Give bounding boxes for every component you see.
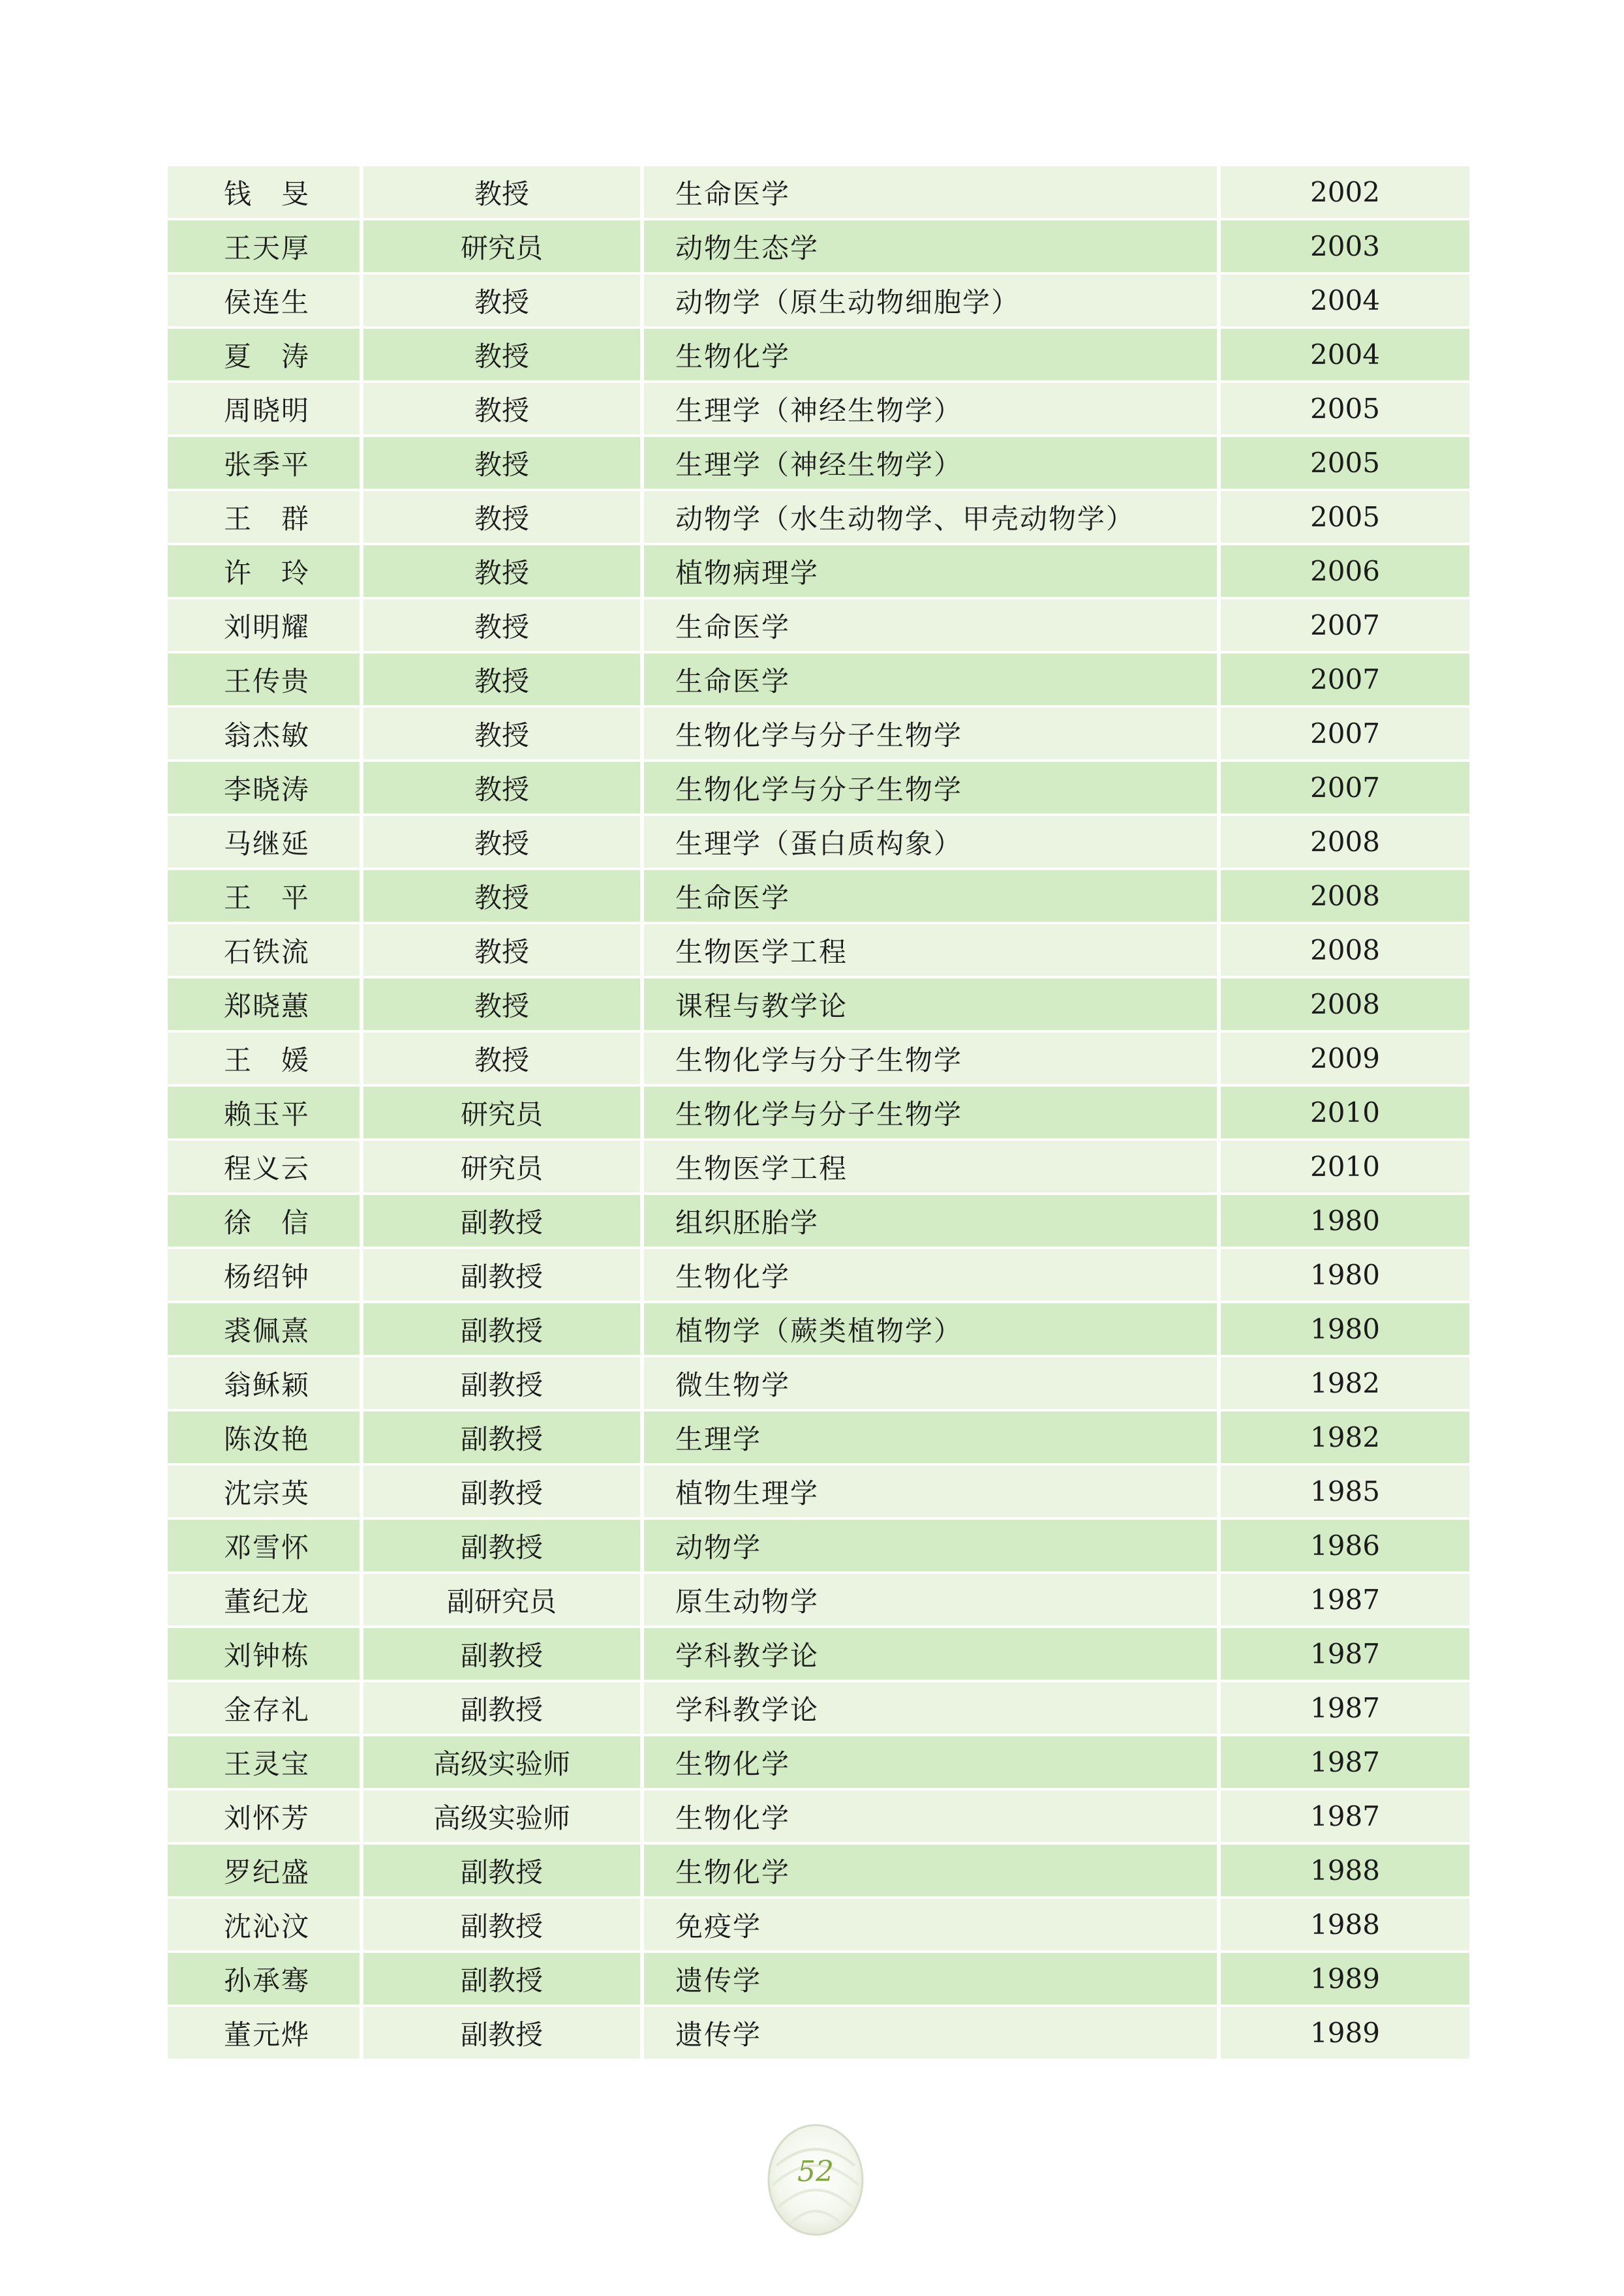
title-cell: 副教授 (363, 1303, 644, 1357)
year-cell: 1987 (1221, 1736, 1469, 1790)
table-row (168, 1303, 1469, 1357)
year-cell: 1987 (1221, 1682, 1469, 1736)
table-row (168, 1357, 1469, 1412)
year-cell: 1987 (1221, 1574, 1469, 1628)
field-cell: 生物化学与分子生物学 (644, 1033, 1221, 1087)
year-cell: 1980 (1221, 1249, 1469, 1303)
field-cell: 植物生理学 (644, 1466, 1221, 1520)
title-cell: 教授 (363, 275, 644, 329)
table-row (168, 1087, 1469, 1141)
title-cell: 研究员 (363, 220, 644, 275)
title-cell: 副教授 (363, 1357, 644, 1412)
title-cell: 副教授 (363, 1682, 644, 1736)
name-cell: 夏 涛 (168, 329, 363, 383)
year-cell: 2010 (1221, 1087, 1469, 1141)
title-cell: 教授 (363, 166, 644, 220)
faculty-table-body (168, 166, 1469, 2061)
field-cell: 生物化学与分子生物学 (644, 708, 1221, 762)
table-row (168, 1520, 1469, 1574)
table-row (168, 545, 1469, 599)
field-cell: 遗传学 (644, 2007, 1221, 2061)
field-cell: 生理学（神经生物学） (644, 383, 1221, 437)
title-cell: 副教授 (363, 1520, 644, 1574)
year-cell: 1989 (1221, 1953, 1469, 2007)
title-cell: 副教授 (363, 1412, 644, 1466)
title-cell: 教授 (363, 383, 644, 437)
name-cell: 郑晓蕙 (168, 978, 363, 1033)
name-cell: 刘钟栋 (168, 1628, 363, 1682)
title-cell: 教授 (363, 1033, 644, 1087)
table-row (168, 491, 1469, 545)
title-cell: 副教授 (363, 1953, 644, 2007)
name-cell: 王 群 (168, 491, 363, 545)
name-cell: 李晓涛 (168, 762, 363, 816)
table-row (168, 220, 1469, 275)
table-row (168, 437, 1469, 491)
field-cell: 生理学（神经生物学） (644, 437, 1221, 491)
field-cell: 植物病理学 (644, 545, 1221, 599)
table-row (168, 1845, 1469, 1899)
name-cell: 董纪龙 (168, 1574, 363, 1628)
table-row (168, 275, 1469, 329)
field-cell: 动物学（水生动物学、甲壳动物学） (644, 491, 1221, 545)
field-cell: 生理学（蛋白质构象） (644, 816, 1221, 870)
year-cell: 2005 (1221, 383, 1469, 437)
table-row (168, 1953, 1469, 2007)
field-cell: 植物学（蕨类植物学） (644, 1303, 1221, 1357)
year-cell: 1980 (1221, 1303, 1469, 1357)
title-cell: 教授 (363, 870, 644, 924)
year-cell: 2005 (1221, 491, 1469, 545)
year-cell: 1989 (1221, 2007, 1469, 2061)
title-cell: 教授 (363, 762, 644, 816)
field-cell: 原生动物学 (644, 1574, 1221, 1628)
table-row (168, 2007, 1469, 2061)
field-cell: 组织胚胎学 (644, 1195, 1221, 1249)
year-cell: 2009 (1221, 1033, 1469, 1087)
field-cell: 生命医学 (644, 654, 1221, 708)
table-row (168, 978, 1469, 1033)
name-cell: 钱 旻 (168, 166, 363, 220)
year-cell: 1988 (1221, 1899, 1469, 1953)
year-cell: 2008 (1221, 870, 1469, 924)
table-row (168, 1141, 1469, 1195)
field-cell: 遗传学 (644, 1953, 1221, 2007)
year-cell: 1982 (1221, 1412, 1469, 1466)
title-cell: 高级实验师 (363, 1736, 644, 1790)
name-cell: 邓雪怀 (168, 1520, 363, 1574)
year-cell: 2004 (1221, 275, 1469, 329)
year-cell: 1980 (1221, 1195, 1469, 1249)
table-row (168, 654, 1469, 708)
title-cell: 研究员 (363, 1087, 644, 1141)
title-cell: 副教授 (363, 1249, 644, 1303)
title-cell: 教授 (363, 816, 644, 870)
field-cell: 生命医学 (644, 166, 1221, 220)
table-row (168, 1574, 1469, 1628)
name-cell: 徐 信 (168, 1195, 363, 1249)
name-cell: 罗纪盛 (168, 1845, 363, 1899)
name-cell: 程义云 (168, 1141, 363, 1195)
table-row (168, 1736, 1469, 1790)
field-cell: 学科教学论 (644, 1682, 1221, 1736)
field-cell: 生物化学与分子生物学 (644, 1087, 1221, 1141)
year-cell: 1985 (1221, 1466, 1469, 1520)
table-row (168, 708, 1469, 762)
title-cell: 教授 (363, 924, 644, 978)
title-cell: 教授 (363, 491, 644, 545)
name-cell: 裘佩熹 (168, 1303, 363, 1357)
year-cell: 2006 (1221, 545, 1469, 599)
name-cell: 王天厚 (168, 220, 363, 275)
field-cell: 动物生态学 (644, 220, 1221, 275)
title-cell: 教授 (363, 978, 644, 1033)
name-cell: 陈汝艳 (168, 1412, 363, 1466)
year-cell: 2004 (1221, 329, 1469, 383)
table-row (168, 1466, 1469, 1520)
title-cell: 教授 (363, 437, 644, 491)
table-row (168, 329, 1469, 383)
title-cell: 教授 (363, 654, 644, 708)
name-cell: 赖玉平 (168, 1087, 363, 1141)
field-cell: 生物化学与分子生物学 (644, 762, 1221, 816)
field-cell: 生命医学 (644, 599, 1221, 654)
name-cell: 杨绍钟 (168, 1249, 363, 1303)
title-cell: 副研究员 (363, 1574, 644, 1628)
year-cell: 2008 (1221, 816, 1469, 870)
year-cell: 2003 (1221, 220, 1469, 275)
name-cell: 王 平 (168, 870, 363, 924)
name-cell: 金存礼 (168, 1682, 363, 1736)
year-cell: 2008 (1221, 924, 1469, 978)
name-cell: 刘明耀 (168, 599, 363, 654)
table-row (168, 1790, 1469, 1845)
name-cell: 翁杰敏 (168, 708, 363, 762)
table-row (168, 762, 1469, 816)
year-cell: 2007 (1221, 599, 1469, 654)
year-cell: 2005 (1221, 437, 1469, 491)
name-cell: 沈沁汶 (168, 1899, 363, 1953)
title-cell: 副教授 (363, 1466, 644, 1520)
name-cell: 许 玲 (168, 545, 363, 599)
title-cell: 教授 (363, 599, 644, 654)
name-cell: 马继延 (168, 816, 363, 870)
title-cell: 高级实验师 (363, 1790, 644, 1845)
year-cell: 1987 (1221, 1790, 1469, 1845)
name-cell: 侯连生 (168, 275, 363, 329)
table-row (168, 924, 1469, 978)
year-cell: 1987 (1221, 1628, 1469, 1682)
table-row (168, 816, 1469, 870)
field-cell: 生物化学 (644, 1736, 1221, 1790)
year-cell: 1986 (1221, 1520, 1469, 1574)
table-row (168, 1249, 1469, 1303)
table-row (168, 1033, 1469, 1087)
table-row (168, 599, 1469, 654)
field-cell: 生物化学 (644, 1249, 1221, 1303)
name-cell: 王灵宝 (168, 1736, 363, 1790)
year-cell: 2010 (1221, 1141, 1469, 1195)
name-cell: 孙承骞 (168, 1953, 363, 2007)
table-row (168, 166, 1469, 220)
name-cell: 沈宗英 (168, 1466, 363, 1520)
name-cell: 张季平 (168, 437, 363, 491)
field-cell: 生物化学 (644, 329, 1221, 383)
table-row (168, 1195, 1469, 1249)
field-cell: 学科教学论 (644, 1628, 1221, 1682)
year-cell: 2007 (1221, 654, 1469, 708)
title-cell: 研究员 (363, 1141, 644, 1195)
table-row (168, 1899, 1469, 1953)
field-cell: 生物医学工程 (644, 924, 1221, 978)
table-row (168, 1412, 1469, 1466)
title-cell: 副教授 (363, 1628, 644, 1682)
name-cell: 周晓明 (168, 383, 363, 437)
year-cell: 2008 (1221, 978, 1469, 1033)
year-cell: 1982 (1221, 1357, 1469, 1412)
title-cell: 副教授 (363, 1899, 644, 1953)
name-cell: 刘怀芳 (168, 1790, 363, 1845)
title-cell: 教授 (363, 708, 644, 762)
name-cell: 石铁流 (168, 924, 363, 978)
page-number: 52 (797, 2155, 834, 2188)
title-cell: 教授 (363, 329, 644, 383)
page-number-badge (763, 2120, 868, 2237)
table-row (168, 383, 1469, 437)
field-cell: 生物化学 (644, 1845, 1221, 1899)
field-cell: 生物医学工程 (644, 1141, 1221, 1195)
field-cell: 免疫学 (644, 1899, 1221, 1953)
year-cell: 1988 (1221, 1845, 1469, 1899)
title-cell: 教授 (363, 545, 644, 599)
table-row (168, 1628, 1469, 1682)
field-cell: 生理学 (644, 1412, 1221, 1466)
name-cell: 王传贵 (168, 654, 363, 708)
table-row (168, 870, 1469, 924)
name-cell: 王 媛 (168, 1033, 363, 1087)
field-cell: 课程与教学论 (644, 978, 1221, 1033)
field-cell: 微生物学 (644, 1357, 1221, 1412)
title-cell: 副教授 (363, 2007, 644, 2061)
table-row (168, 1682, 1469, 1736)
year-cell: 2007 (1221, 708, 1469, 762)
field-cell: 动物学 (644, 1520, 1221, 1574)
faculty-table (168, 166, 1469, 2061)
field-cell: 生命医学 (644, 870, 1221, 924)
title-cell: 副教授 (363, 1845, 644, 1899)
name-cell: 董元烨 (168, 2007, 363, 2061)
year-cell: 2007 (1221, 762, 1469, 816)
title-cell: 副教授 (363, 1195, 644, 1249)
field-cell: 动物学（原生动物细胞学） (644, 275, 1221, 329)
field-cell: 生物化学 (644, 1790, 1221, 1845)
year-cell: 2002 (1221, 166, 1469, 220)
name-cell: 翁稣颖 (168, 1357, 363, 1412)
